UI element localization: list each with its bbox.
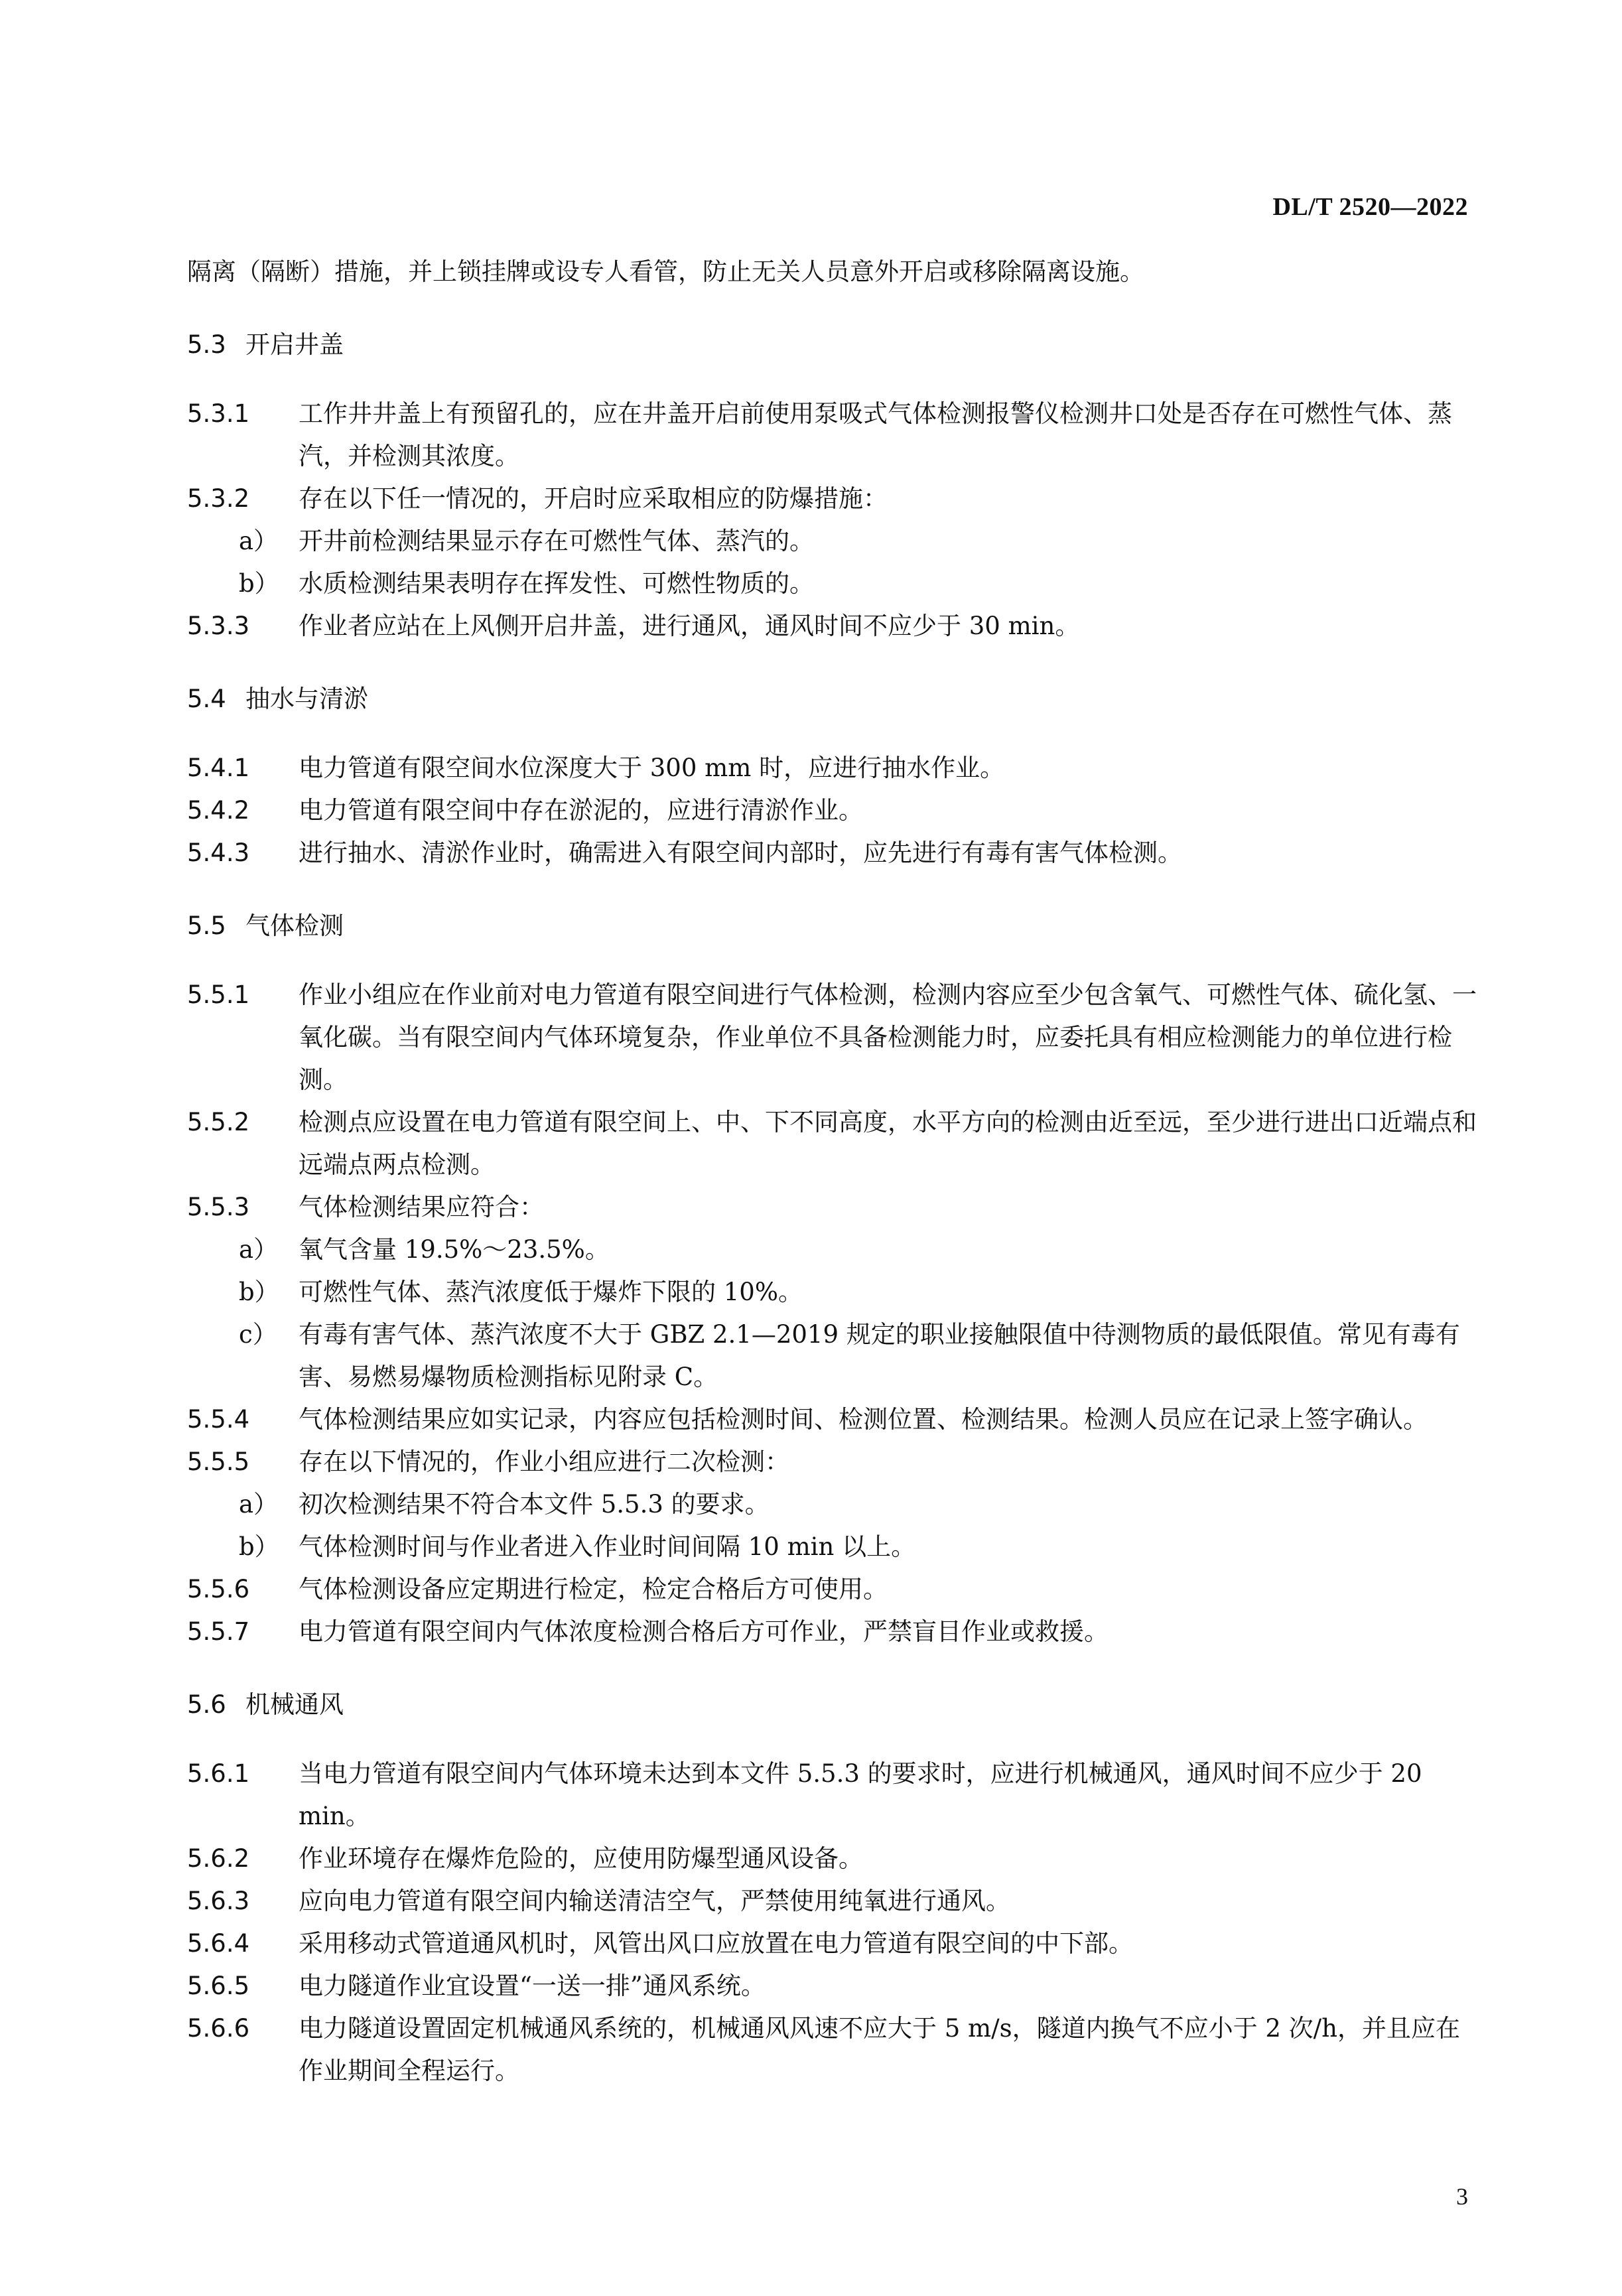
clause-text: 工作井井盖上有预留孔的，应在井盖开启前使用泵吸式气体检测报警仪检测井口处是否存在可燃性气体、蒸汽，并检测其浓度。 — [299, 399, 1452, 470]
clause-text: 电力隧道作业宜设置“一送一排”通风系统。 — [299, 1972, 766, 2000]
clause-5-6-6 — [187, 2007, 1477, 2092]
clause-5-5-3 — [187, 1186, 1477, 1229]
clause-number: 5.6.1 — [187, 1759, 250, 1788]
clause-number: 5.5.4 — [187, 1405, 250, 1434]
clause-number: 5.6.2 — [187, 1844, 250, 1873]
clause-5-5-7 — [187, 1611, 1477, 1653]
clause-5-4-3 — [187, 832, 1477, 874]
clause-number: 5.5.2 — [187, 1108, 250, 1136]
clause-text: 电力隧道设置固定机械通风系统的，机械通风风速不应大于 5 m/s，隧道内换气不应小于 2 次/h，并且应在作业期间全程运行。 — [299, 2014, 1460, 2085]
list-item-text: 可燃性气体、蒸汽浓度低于爆炸下限的 10%。 — [299, 1278, 803, 1306]
list-item-text: 气体检测时间与作业者进入作业时间间隔 10 min 以上。 — [299, 1532, 916, 1561]
clause-text: 气体检测结果应如实记录，内容应包括检测时间、检测位置、检测结果。检测人员应在记录上签字确认。 — [299, 1405, 1428, 1434]
continuation-paragraph: 隔离（隔断）措施，并上锁挂牌或设专人看管，防止无关人员意外开启或移除隔离设施。 — [187, 257, 1144, 286]
clause-5-3-2 — [187, 478, 1477, 520]
clause-5-3-3 — [187, 605, 1477, 647]
list-marker: a） — [239, 1235, 279, 1264]
section-heading-5-3 — [187, 324, 1477, 366]
list-item — [187, 1483, 1477, 1526]
section-title: 抽水与清淤 — [245, 685, 368, 713]
list-item-text: 氧气含量 19.5%～23.5%。 — [299, 1235, 610, 1264]
clause-text: 气体检测设备应定期进行检定，检定合格后方可使用。 — [299, 1575, 888, 1603]
clause-5-5-2 — [187, 1101, 1477, 1186]
clause-5-5-1 — [187, 974, 1477, 1101]
clause-text: 电力管道有限空间水位深度大于 300 mm 时，应进行抽水作业。 — [299, 754, 1005, 782]
clause-text: 存在以下任一情况的，开启时应采取相应的防爆措施： — [299, 484, 888, 513]
clause-text: 当电力管道有限空间内气体环境未达到本文件 5.5.3 的要求时，应进行机械通风，通风时间不应少于 20 min。 — [299, 1759, 1422, 1830]
clause-5-6-5 — [187, 1965, 1477, 2007]
clause-number: 5.3.1 — [187, 399, 250, 428]
clause-5-3-1 — [187, 393, 1477, 478]
section-number: 5.4 — [187, 685, 226, 713]
section-title: 开启井盖 — [245, 330, 344, 359]
clause-number: 5.3.3 — [187, 612, 250, 640]
clause-number: 5.6.3 — [187, 1887, 250, 1915]
clause-text: 作业者应站在上风侧开启井盖，进行通风，通风时间不应少于 30 min。 — [299, 612, 1080, 640]
clause-5-4-2 — [187, 789, 1477, 832]
list-item-text: 开井前检测结果显示存在可燃性气体、蒸汽的。 — [299, 527, 814, 555]
clause-number: 5.5.3 — [187, 1193, 250, 1221]
clause-text: 电力管道有限空间中存在淤泥的，应进行清淤作业。 — [299, 796, 863, 825]
clause-number: 5.4.3 — [187, 839, 250, 867]
clause-number: 5.6.5 — [187, 1972, 250, 2000]
clause-number: 5.3.2 — [187, 484, 250, 513]
clause-text: 进行抽水、清淤作业时，确需进入有限空间内部时，应先进行有毒有害气体检测。 — [299, 839, 1182, 867]
list-item — [187, 563, 1477, 605]
clause-number: 5.5.7 — [187, 1617, 250, 1646]
list-marker: c） — [239, 1320, 277, 1349]
list-item — [187, 1229, 1477, 1271]
page-number: 3 — [1456, 2183, 1468, 2210]
list-marker: a） — [239, 527, 279, 555]
section-heading-5-6 — [187, 1684, 1477, 1726]
clause-number: 5.6.6 — [187, 2014, 250, 2043]
list-item — [187, 1526, 1477, 1568]
clause-text: 电力管道有限空间内气体浓度检测合格后方可作业，严禁盲目作业或救援。 — [299, 1617, 1109, 1646]
list-marker: b） — [239, 1278, 279, 1306]
clause-number: 5.4.2 — [187, 796, 250, 825]
clause-5-6-3 — [187, 1880, 1477, 1923]
list-marker: b） — [239, 1532, 279, 1561]
section-title: 气体检测 — [245, 912, 344, 940]
clause-text: 作业环境存在爆炸危险的，应使用防爆型通风设备。 — [299, 1844, 863, 1873]
clause-text: 采用移动式管道通风机时，风管出风口应放置在电力管道有限空间的中下部。 — [299, 1929, 1133, 1958]
list-marker: b） — [239, 569, 279, 598]
clause-5-6-2 — [187, 1838, 1477, 1880]
clause-number: 5.5.1 — [187, 980, 250, 1009]
clause-number: 5.4.1 — [187, 754, 250, 782]
section-number: 5.6 — [187, 1690, 226, 1719]
clause-5-5-4 — [187, 1398, 1477, 1441]
clause-number: 5.5.5 — [187, 1448, 250, 1476]
clause-text: 作业小组应在作业前对电力管道有限空间进行气体检测，检测内容应至少包含氧气、可燃性气体、硫化氢、一氧化碳。当有限空间内气体环境复杂，作业单位不具备检测能力时，应委托具有相应检测能力的单位进行检测。 — [299, 980, 1477, 1094]
list-item — [187, 520, 1477, 563]
list-marker: a） — [239, 1490, 279, 1519]
section-heading-5-4 — [187, 678, 1477, 720]
clause-5-6-1 — [187, 1753, 1477, 1838]
clause-number: 5.6.4 — [187, 1929, 250, 1958]
clause-text: 应向电力管道有限空间内输送清洁空气，严禁使用纯氧进行通风。 — [299, 1887, 1010, 1915]
list-item — [187, 1314, 1477, 1398]
list-item-text: 水质检测结果表明存在挥发性、可燃性物质的。 — [299, 569, 814, 598]
list-item-text: 有毒有害气体、蒸汽浓度不大于 GBZ 2.1—2019 规定的职业接触限值中待测物质的最低限值。常见有毒有害、易燃易爆物质检测指标见附录 C。 — [299, 1320, 1460, 1391]
list-item-text: 初次检测结果不符合本文件 5.5.3 的要求。 — [299, 1490, 770, 1519]
clause-text: 检测点应设置在电力管道有限空间上、中、下不同高度，水平方向的检测由近至远，至少进行进出口近端点和远端点两点检测。 — [299, 1108, 1477, 1179]
section-number: 5.5 — [187, 912, 226, 940]
clause-number: 5.5.6 — [187, 1575, 250, 1603]
document-body — [187, 251, 1477, 2092]
clause-text: 气体检测结果应符合： — [299, 1193, 544, 1221]
clause-5-6-4 — [187, 1923, 1477, 1965]
section-number: 5.3 — [187, 330, 226, 359]
clause-5-4-1 — [187, 747, 1477, 789]
clause-5-5-5 — [187, 1441, 1477, 1483]
section-heading-5-5 — [187, 905, 1477, 947]
section-title: 机械通风 — [245, 1690, 344, 1719]
clause-text: 存在以下情况的，作业小组应进行二次检测： — [299, 1448, 789, 1476]
list-item — [187, 1271, 1477, 1314]
clause-5-5-6 — [187, 1568, 1477, 1611]
document-code: DL/T 2520—2022 — [1272, 193, 1468, 221]
